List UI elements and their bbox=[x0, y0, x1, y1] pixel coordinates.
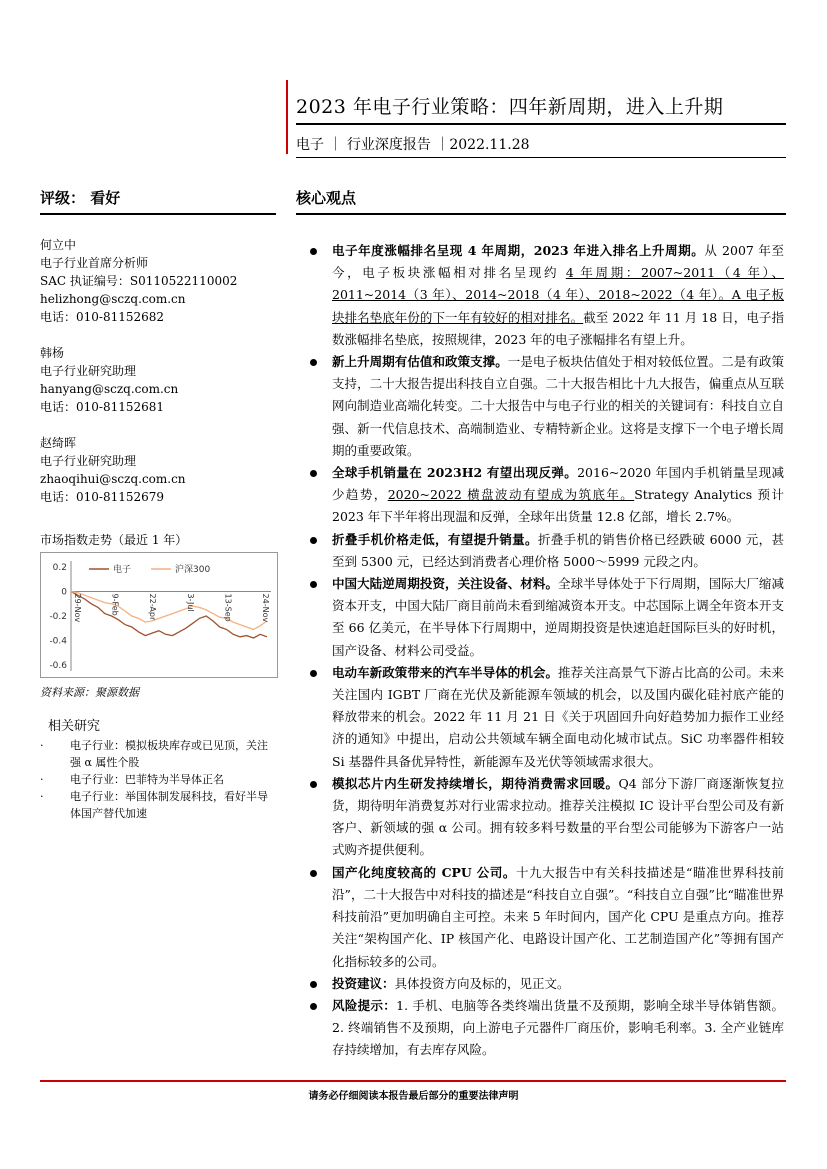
analyst-card bbox=[40, 344, 280, 416]
core-heading: 核心观点 bbox=[296, 189, 357, 207]
rating-label: 评级： 看好 bbox=[40, 189, 121, 207]
point-heading: 新上升周期有估值和政策支撑。 bbox=[332, 354, 508, 370]
point-heading: 电动车新政策带来的汽车半导体的机会。 bbox=[332, 664, 559, 680]
core-point bbox=[310, 351, 784, 462]
point-underlined: 2020~2022 横盘波动有望成为筑底年。 bbox=[387, 487, 635, 503]
x-tick-label: 29-Nov bbox=[73, 593, 82, 623]
analyst-name: 何立中 bbox=[40, 238, 77, 252]
analyst-card bbox=[40, 236, 280, 326]
title-rule bbox=[296, 123, 786, 125]
bullet-dot-icon bbox=[310, 781, 317, 788]
related-item-text: 电子行业：举国体制发展科技，看好半导体国产替代加速 bbox=[70, 790, 268, 820]
related-heading: 相关研究 bbox=[48, 719, 101, 734]
analyst-cert: SAC 执证编号：S0110522110002 bbox=[40, 274, 238, 288]
x-tick-label: 13-Sep bbox=[223, 593, 233, 622]
footer-rule bbox=[40, 1080, 786, 1082]
related-item[interactable] bbox=[40, 771, 278, 788]
y-tick-label: -0.4 bbox=[49, 636, 67, 647]
bullet-dot-icon bbox=[310, 670, 317, 677]
market-index-chart bbox=[40, 552, 278, 678]
series-line-csi300 bbox=[71, 592, 267, 630]
related-item[interactable] bbox=[40, 788, 278, 822]
point-text: 截至 2022 年 11 月 18 日，电子指数涨幅排名垫底，按照规律，2023 年的电子涨幅排名有望上升。 bbox=[332, 309, 784, 347]
y-tick-label: 0.2 bbox=[52, 563, 67, 574]
x-tick-label: 3-Jul bbox=[185, 593, 195, 612]
legend-label: 沪深300 bbox=[175, 565, 211, 575]
point-heading: 模拟芯片内生研发持续增长，期待消费需求回暖。 bbox=[332, 775, 619, 791]
point-text: Q4 部分下游厂商逐渐恢复拉货，期待明年消费复苏对行业需求拉动。推荐关注模拟 IC 设计平台型公司及有新客户、新领域的强 α 公司。拥有较多料号数量的平台型公司能够为下游客户一站式购齐提供便利。 bbox=[332, 775, 784, 858]
point-heading: 国产化纯度较高的 CPU 公司。 bbox=[332, 864, 516, 880]
legend-label: 电子 bbox=[113, 565, 132, 575]
core-point bbox=[310, 662, 784, 773]
analyst-name: 赵绮晖 bbox=[40, 436, 77, 450]
core-point bbox=[310, 973, 784, 995]
point-text: 1. 手机、电脑等各类终端出货量不及预期，影响全球半导体销售额。2. 终端销售不及预期，向上游电子元器件厂商压价，影响毛利率。3. 全产业链库存持续增加，有去库存风险。 bbox=[332, 997, 784, 1058]
rating-rule bbox=[40, 213, 276, 215]
core-point bbox=[310, 773, 784, 862]
core-points bbox=[310, 240, 784, 1062]
analyst-phone: 电话：010-81152681 bbox=[40, 400, 165, 414]
analyst-phone: 电话：010-81152679 bbox=[40, 490, 165, 504]
bullet-dot-icon bbox=[310, 248, 317, 255]
bullet-dot-icon bbox=[310, 870, 317, 877]
bullet-dot-icon bbox=[310, 981, 317, 988]
point-text: 一是电子板块估值处于相对较低位置。二是有政策支持，二十大报告提出科技自立自强。二十大报告相比十九大报告，偏重点从互联网向制造业高端化转变。二十大报告中与电子行业的相关的关键词有：科技自立自强、新一代信息技术、高端制造业、专精特新企业。这将是支撑下一个电子增长周期的重要政策。 bbox=[332, 354, 784, 458]
point-text: 推荐关注高景气下游占比高的公司。未来关注国内 IGBT 厂商在光伏及新能源车领域的机会，以及国内碳化硅衬底产能的释放带来的机会。2022 年 11 月 21 日《关于巩固回升向好趋势加力振作工业经济的通知》中提出，启动公共领域车辆全面电动化城市试点。SiC 功率器件相较 Si 基器件具备优异特性，新能源车及光伏等领域需求很大。 bbox=[332, 664, 784, 769]
report-title: 2023 年电子行业策略：四年新周期，进入上升期 bbox=[296, 96, 724, 118]
chart-svg bbox=[41, 553, 277, 677]
subtitle-rule bbox=[296, 157, 786, 158]
analyst-email[interactable]: hanyang@sczq.com.cn bbox=[40, 382, 179, 396]
point-heading: 电子年度涨幅排名呈现 4 年周期，2023 年进入排名上升周期。 bbox=[332, 243, 705, 258]
x-tick-label: 22-Apr bbox=[148, 593, 158, 621]
point-heading: 全球手机销量在 2023H2 有望出现反弹。 bbox=[332, 465, 578, 481]
point-text: 具体投资方向及标的，见正文。 bbox=[394, 975, 570, 991]
point-text: 2016~2020 年国内手机销量呈现减少趋势， bbox=[332, 465, 784, 503]
report-subtitle: 电子 ｜ 行业深度报告 ｜2022.11.28 bbox=[296, 137, 530, 153]
related-list bbox=[40, 737, 278, 822]
bullet-dot-icon bbox=[310, 470, 317, 477]
x-tick-label: 9-Feb bbox=[110, 593, 120, 616]
analyst-list bbox=[40, 236, 280, 524]
point-heading: 风险提示： bbox=[332, 997, 397, 1013]
core-point bbox=[310, 995, 784, 1062]
analyst-email[interactable]: zhaoqihui@sczq.com.cn bbox=[40, 472, 186, 486]
bullet-dot-icon: · bbox=[40, 739, 44, 752]
point-text: Strategy Analytics 预计 2023 年下半年将出现温和反弹，全球年出货量 12.8 亿部，增长 2.7%。 bbox=[332, 487, 784, 525]
related-item-text: 电子行业：巴菲特为半导体正名 bbox=[70, 773, 224, 786]
point-text: 折叠手机的销售价格已经跌破 6000 元，甚至到 5300 元，已经达到消费者心理价格 5000～5999 元段之内。 bbox=[332, 531, 784, 569]
analyst-card bbox=[40, 434, 280, 506]
core-point bbox=[310, 862, 784, 973]
title-accent-bar bbox=[286, 80, 288, 154]
analyst-role: 电子行业首席分析师 bbox=[40, 256, 149, 270]
y-tick-label: 0 bbox=[61, 587, 67, 598]
related-item-text: 电子行业：模拟板块库存或已见顶，关注强 α 属性个股 bbox=[70, 739, 268, 769]
analyst-role: 电子行业研究助理 bbox=[40, 454, 137, 468]
core-rule bbox=[296, 213, 786, 215]
y-tick-label: -0.6 bbox=[49, 660, 67, 671]
analyst-role: 电子行业研究助理 bbox=[40, 364, 137, 378]
point-text: 十九大报告中有关科技描述是“瞄准世界科技前沿”，二十大报告中对科技的描述是“科技自立自强”。“科技自立自强”比“瞄准世界科技前沿”更加明确自主可控。未来 5 年时间内，国产化 CPU 是重点方向。推荐关注“架构国产化、IP 核国产化、电路设计国产化、工艺制造国产化”等拥有国产化指标较多的公司。 bbox=[332, 864, 784, 969]
bullet-dot-icon bbox=[310, 537, 317, 544]
point-heading: 折叠手机价格走低，有望提升销量。 bbox=[332, 531, 538, 547]
chart-title: 市场指数走势（最近 1 年） bbox=[40, 533, 188, 547]
bullet-dot-icon: · bbox=[40, 773, 44, 786]
core-point bbox=[310, 462, 784, 529]
bullet-dot-icon: · bbox=[40, 790, 44, 803]
analyst-phone: 电话：010-81152682 bbox=[40, 310, 165, 324]
core-point bbox=[310, 529, 784, 573]
bullet-dot-icon bbox=[310, 581, 317, 588]
analyst-email[interactable]: helizhong@sczq.com.cn bbox=[40, 292, 186, 306]
chart-source: 资料来源：聚源数据 bbox=[40, 686, 139, 699]
bullet-dot-icon bbox=[310, 359, 317, 366]
core-point bbox=[310, 573, 784, 662]
analyst-name: 韩杨 bbox=[40, 346, 65, 360]
legal-footer: 请务必仔细阅读本报告最后部分的重要法律声明 bbox=[308, 1091, 519, 1102]
point-underlined: 4 年周期：2007~2011（4 年）、2011~2014（3 年）、2014~2018（4 年）、2018~2022（4 年）。A 电子板块排名垫底年份的下一年有较好的相对排名。 bbox=[332, 265, 784, 325]
x-tick-label: 24-Nov bbox=[261, 593, 270, 623]
point-heading: 投资建议： bbox=[332, 975, 395, 991]
point-heading: 中国大陆逆周期投资，关注设备、材料。 bbox=[332, 576, 559, 592]
y-tick-label: -0.2 bbox=[49, 612, 67, 622]
point-text: 全球半导体处于下行周期，国际大厂缩减资本开支，中国大陆厂商目前尚未看到缩减资本开支。中芯国际上调全年资本开支至 66 亿美元，在半导体下行周期中，逆周期投资是快速追赶国际巨头的好时机，国产设备、材料公司受益。 bbox=[332, 576, 784, 658]
core-point bbox=[310, 240, 784, 351]
related-item[interactable] bbox=[40, 737, 278, 771]
bullet-dot-icon bbox=[310, 1003, 317, 1010]
point-text: 从 2007 年至今，电子板块涨幅相对排名呈现约 bbox=[332, 243, 784, 281]
